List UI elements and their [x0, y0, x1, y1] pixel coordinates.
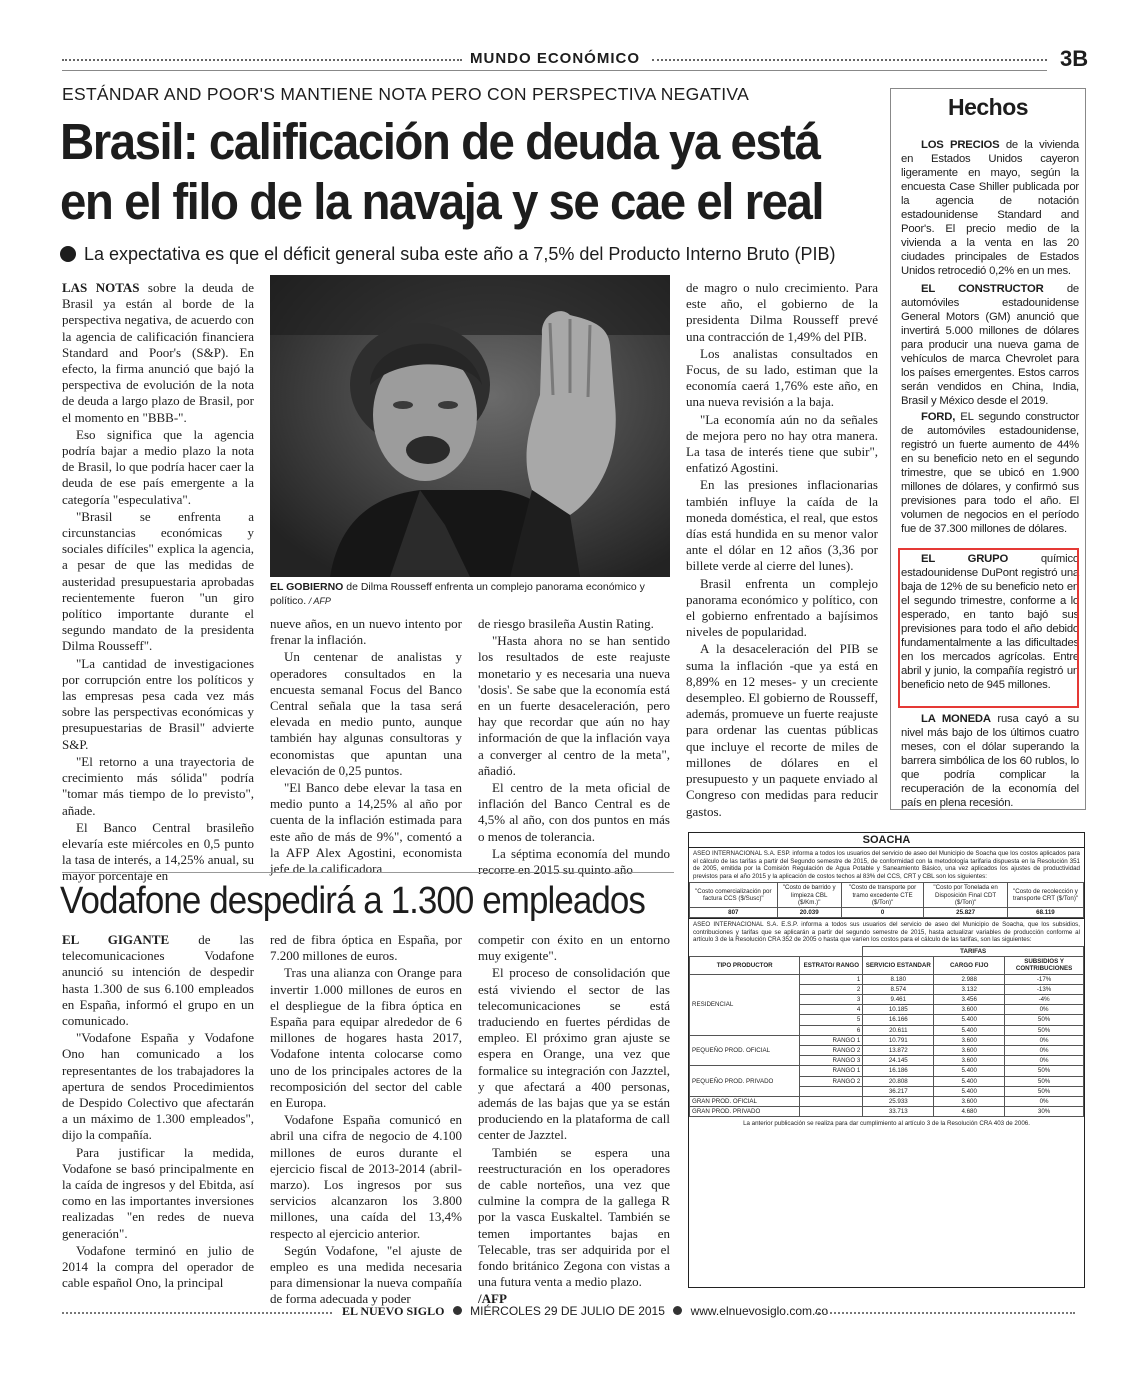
tarifa-cell: 3.132 — [934, 984, 1005, 994]
paragraph: "El retorno a una trayectoria de crecimiento más sólida" podría "tomar más tiempo de lo previsto", añade. — [62, 753, 254, 818]
deck-text: La expectativa es que el déficit general suba este año a 7,5% del Producto Interno Bruto (PIB) — [84, 244, 836, 264]
paragraph: red de fibra óptica en España, por 7.200 millones de euros. — [270, 932, 462, 964]
photo-caption: EL GOBIERNO de Dilma Rousseff enfrenta un complejo panorama económico y político. / AFP — [270, 581, 645, 607]
tarifa-cell: 3.600 — [934, 1097, 1005, 1107]
footer-url[interactable]: www.elnuevosiglo.com.co — [690, 1304, 828, 1318]
paragraph: El Banco Central brasileño elevaría este miércoles en 0,5 punto la tasa de interés, a 14,25% anual, su mayor porcentaje en — [62, 819, 254, 884]
tarifa-row — [690, 974, 1084, 984]
tarifa-cell: 20.611 — [863, 1025, 934, 1035]
lead-in: LAS NOTAS — [62, 280, 140, 295]
paragraph: nueve años, en un nuevo intento por frenar la inflación. — [270, 616, 462, 648]
tarifa-cell: 2.988 — [934, 974, 1005, 984]
sidebar-item-2: EL CONSTRUCTOR de automóviles estadounidense General Motors (GM) anunció que invertirá 5.000 millones de dólares para producir una nueva gama de vehículos de marca Chevrolet para los países emergentes. Estos carros serán vendidos en China, India, Brasil y México desde el 2019. — [901, 283, 1079, 407]
story-column-4 — [686, 280, 878, 821]
vodafone-column-1 — [62, 932, 254, 1292]
tarifa-cell: 24.145 — [863, 1056, 934, 1066]
tarifa-cell: 9.461 — [863, 994, 934, 1004]
footer-brand: EL NUEVO SIGLO — [342, 1304, 445, 1318]
tarifa-cell: RANGO 2 — [800, 1076, 863, 1086]
paragraph: La séptima economía del mundo recorre en 2015 su quinto año — [478, 845, 670, 878]
story-deck — [60, 244, 835, 265]
tarifa-cell: 1 — [800, 974, 863, 984]
sidebar-title: Hechos — [947, 94, 1029, 120]
tarifa-cell: RANGO 1 — [800, 1035, 863, 1045]
tarifa-cell: 16.166 — [863, 1015, 934, 1025]
paragraph: A la desaceleración del PIB se suma la inflación -que ya está en 8,89% en 12 meses- y un creciente desempleo. El gobierno de Rousseff, además, promueve un fuerte reajuste para ordenar las cuentas públicas que incluye el recorte de miles de millones de dólares en el presupuesto y un paquete enviado al Congreso con medidas para reducir gastos. — [686, 641, 878, 819]
tarifa-cell: 50% — [1005, 1076, 1084, 1086]
tarifas-header-row: TIPO PRODUCTOR ESTRATO/ RANGO SERVICIO ESTANDAR CARGO FIJO SUBSIDIOS Y CONTRIBUCIONES — [690, 957, 1084, 974]
tarifa-cell: RANGO 1 — [800, 1066, 863, 1076]
soacha-intro-1: ASEO INTERNACIONAL S.A. ESP. informa a todos los usuarios del servicio de aseo del Municipio de Soacha que los costos aplicados para el cálculo de las tarifas a partir del Segundo semestre de 2015, de conformidad con la metodología tarifaria dispuesta en la Resolución 351 de 2005, emitida por la Comisión Regulación de Agua Potable y Saneamiento Básico, una vez aplicados los ajustes de productividad previstos para el año 2015 y la aplicación de costos techos al 83% del CCS, CRT y CBL son los siguientes: — [693, 850, 1080, 880]
footer-date: MIÉRCOLES 29 DE JULIO DE 2015 — [470, 1304, 665, 1318]
tarifa-cell: 5.400 — [934, 1066, 1005, 1076]
header-divider — [62, 70, 1047, 71]
costs-value-row: 807 20.039 0 25.827 68.119 — [690, 907, 1084, 917]
paragraph: Vodafone España comunicó en abril una cifra de negocio de 4.100 millones de euros durante el ejercicio fiscal de 2013-2014 (abril-marzo). Los ingresos por sus servicios alcanzaron los 3.800 millones, una caída del 13,4% respecto al ejercicio anterior. — [270, 1112, 462, 1241]
dilma-rousseff-photo-icon — [270, 275, 670, 577]
tarifa-row — [690, 1066, 1084, 1076]
sidebar-item-3: FORD, EL segundo constructor de automóviles estadounidense, registró un fuerte aumento de 44% en su beneficio neto en el segundo trimestre, que se ubicó en 1.900 millones de dólares, y confirmó sus previsiones para todo el año. El volumen de negocios en el período fue de 37.300 millones de dólares. — [901, 411, 1079, 535]
footer-rule-left — [62, 1312, 332, 1314]
tarifa-cell: 0% — [1005, 1097, 1084, 1107]
tarifa-cell: 0% — [1005, 1056, 1084, 1066]
tarifa-cell: 8.574 — [863, 984, 934, 994]
paragraph: "Hasta ahora no se han sentido los resultados de este reajuste monetario y es necesaria una nueva 'dosis'. Se sabe que la economía está en un fuerte desaceleración, pero hay que recordar que aún no hay información de que la inflación vaya a converger al centro de la meta", añadió. — [478, 633, 670, 778]
story-photo — [270, 275, 670, 577]
story-column-1 — [62, 280, 254, 886]
tarifa-cell: 50% — [1005, 1086, 1084, 1096]
tarifa-cell: 13.872 — [863, 1046, 934, 1056]
paragraph: El proceso de consolidación que está viviendo el sector de las telecomunicaciones se está traduciendo en fuertes pérdidas de empleo. El próximo gran ajuste se espera en Orange, una vez que formalice su integración con Jazztel, y que afectará a 400 personas, además de las bajas que ya se están produciendo en la plataforma de call center de Jazztel. — [478, 965, 670, 1143]
tarifa-cell: 3.600 — [934, 1005, 1005, 1015]
paragraph: También se espera una reestructuración en los operadores de cable norteños, una vez que culmine la compra de la gallega R por la vasca Euskaltel. También se temen importantes bajas en Telecable, tras ser adquirida por el fondo británico Zegona con vistas a una futura venta a medio plazo. — [478, 1144, 670, 1290]
tarifa-row — [690, 1035, 1084, 1045]
afp-credit: /AFP — [478, 1291, 507, 1307]
tarifa-cell: 3.600 — [934, 1046, 1005, 1056]
vodafone-column-2 — [270, 932, 462, 1309]
tarifa-cell: 0% — [1005, 1046, 1084, 1056]
tarifa-cell: 50% — [1005, 1066, 1084, 1076]
tipo-productor-cell: PEQUEÑO PROD. OFICIAL — [690, 1035, 800, 1066]
tarifas-table — [689, 946, 1084, 1117]
vodafone-column-3 — [478, 932, 670, 1309]
tarifa-cell: 5.400 — [934, 1015, 1005, 1025]
tarifa-row — [690, 1107, 1084, 1117]
tarifa-cell: 5.400 — [934, 1025, 1005, 1035]
section-name: MUNDO ECONÓMICO — [470, 50, 640, 67]
paragraph: EL GIGANTE de las telecomunicaciones Vodafone anunció su intención de despedir hasta 1.300 de sus 6.100 empleados en España, informó el grupo en un comunicado. — [62, 932, 254, 1029]
tarifa-cell: 10.791 — [863, 1035, 934, 1045]
paragraph: El centro de la meta oficial de inflación del Banco Central es de 4,5% al año, con dos puntos en más o menos de tolerancia. — [478, 780, 670, 844]
tarifa-cell — [800, 1107, 863, 1117]
tarifa-cell: RANGO 3 — [800, 1056, 863, 1066]
soacha-notice — [688, 832, 1085, 1288]
soacha-footnote: La anterior publicación se realiza para dar cumplimiento al artículo 3 de la Resolución CRA 403 de 2006. — [743, 1120, 1030, 1128]
headline-line-2: en el filo de la navaja y se cae el real — [60, 173, 824, 230]
footer-line — [342, 1304, 828, 1319]
tarifa-cell: -17% — [1005, 974, 1084, 984]
soacha-title: SOACHA — [689, 833, 1084, 848]
tarifa-cell: 10.185 — [863, 1005, 934, 1015]
tarifa-cell: 20.808 — [863, 1076, 934, 1086]
sidebar-item-5: LA MONEDA rusa cayó a su nivel más bajo de los últimos cuatro meses, con el dólar superando la barrera simbólica de los 60 rublos, lo que podría complicar la recuperación de la economía del país en plena recesión. — [901, 713, 1079, 809]
headline-line-1: Brasil: calificación de deuda ya está — [60, 113, 820, 170]
tarifa-cell: 25.933 — [863, 1097, 934, 1107]
tarifa-cell: 33.713 — [863, 1107, 934, 1117]
tarifa-cell: 16.186 — [863, 1066, 934, 1076]
paragraph: Eso significa que la agencia podría bajar a medio plazo la nota de Brasil, lo que podría hacer caer la deuda de ese país emergente a la categoría "especulativa". — [62, 426, 254, 507]
tarifa-cell: RANGO 2 — [800, 1046, 863, 1056]
footer-bullet-icon — [453, 1306, 462, 1315]
vodafone-headline: Vodafone despedirá a 1.300 empleados — [60, 880, 646, 922]
story-headline — [60, 112, 832, 232]
tarifa-cell: 5.400 — [934, 1076, 1005, 1086]
tarifa-cell: 0% — [1005, 1035, 1084, 1045]
page-footer — [0, 1300, 1145, 1326]
tipo-productor-cell: PEQUEÑO PROD. PRIVADO — [690, 1066, 800, 1097]
paragraph: En las presiones inflacionarias también influye la caída de la moneda doméstica, el real, que estos días está hundida en su menor valor ante el dólar en 12 años (3,36 por billete verde al cierre del lunes). — [686, 477, 878, 574]
costs-table — [689, 882, 1084, 918]
paragraph: Según Vodafone, "el ajuste de empleo es una medida necesaria para dimensionar la nueva compañía de forma adecuada y poder — [270, 1242, 462, 1307]
tarifa-cell: -4% — [1005, 994, 1084, 1004]
tarifa-cell: 3.456 — [934, 994, 1005, 1004]
tarifa-cell: 3 — [800, 994, 863, 1004]
tarifa-cell: 5.400 — [934, 1086, 1005, 1096]
tarifa-cell: 0% — [1005, 1005, 1084, 1015]
tarifas-group-row — [690, 946, 1084, 956]
tarifa-cell: 30% — [1005, 1107, 1084, 1117]
sidebar-item-1: LOS PRECIOS de la vivienda en Estados Unidos cayeron ligeramente en mayo, según la encuesta Case Shiller publicada por la agencia de notación estadounidense Standard and Poor's. El precio medio de la vivienda a la venta en las 20 ciudades principales de Estados Unidos retrocedió 0,2% en un mes. — [901, 139, 1079, 277]
tarifa-cell: 4 — [800, 1005, 863, 1015]
story-kicker: ESTÁNDAR AND POOR'S MANTIENE NOTA PERO CON PERSPECTIVA NEGATIVA — [62, 84, 750, 104]
footer-rule-right — [815, 1312, 1075, 1314]
header-rule-right — [652, 59, 1047, 61]
tarifa-cell — [800, 1097, 863, 1107]
paragraph: competir con éxito en un entorno muy exigente". — [478, 932, 670, 964]
page-number: 3B — [1060, 46, 1089, 71]
footer-bullet-icon — [673, 1306, 682, 1315]
tarifa-cell: 3.600 — [934, 1035, 1005, 1045]
costs-header-row: "Costo comercialización por factura CCS ($/Susc)" "Costo de barrido y limpieza CBL ($/Km.)" "Costo de transporte por tramo excedente CTE ($/Ton)" "Costo por Tonelada en Disposición Final CDT ($/Ton)" "Costo de recolección y transporte CRT ($/Ton)" — [690, 883, 1084, 908]
tarifa-cell: 8.180 — [863, 974, 934, 984]
paragraph: "La economía aún no da señales de mejora pero no hay otra manera. La tasa de interés tiene que subir", enfatizó Agostini. — [686, 411, 878, 476]
paragraph: Brasil enfrenta un complejo panorama económico y político, con el gobierno enfrentado a bajísimos niveles de popularidad. — [686, 575, 878, 640]
paragraph: Los analistas consultados en Focus, de su lado, estiman que la economía caerá 1,76% este año, en una nueva revisión a la baja. — [686, 345, 878, 410]
tarifa-row — [690, 1097, 1084, 1107]
tarifa-cell: 2 — [800, 984, 863, 994]
paragraph: Para justificar la medida, Vodafone se basó principalmente en la caída de ingresos y del Ebitda, así como en las importantes inversiones realizadas "en redes de nueva generación". — [62, 1144, 254, 1241]
tarifa-cell: 50% — [1005, 1025, 1084, 1035]
paragraph: "La cantidad de investigaciones por corrupción entre los políticos y las empresas pesa cada vez más sobre las perspectivas económicas y presupuestarias de Brasil" advierte S&P. — [62, 655, 254, 752]
paragraph: Vodafone terminó en julio de 2014 la compra del operador de cable español Ono, la principal — [62, 1242, 254, 1291]
tarifa-cell: 4.680 — [934, 1107, 1005, 1117]
paragraph: "Brasil se enfrenta a circunstancias económicas y sociales difíciles" explica la agencia, a pesar de que las medidas de austeridad presupuestaria aprobadas recientemente fueron "un giro político importante durante el segundo mandato de la presidenta Dilma Rousseff". — [62, 508, 254, 654]
paragraph: "El Banco debe elevar la tasa en medio punto a 14,25% al año por cuenta de la inflación estimada para este año de más de 9%", comentó a la AFP Alex Agostini, economista jefe de la calificadora — [270, 780, 462, 877]
tarifa-cell: 36.217 — [863, 1086, 934, 1096]
tarifa-cell: 6 — [800, 1025, 863, 1035]
story-column-3 — [478, 616, 670, 879]
paragraph: LAS NOTAS sobre la deuda de Brasil ya están al borde de la perspectiva negativa, de acuerdo con la agencia de calificación financiera Standard and Poor's (S&P). En efecto, la firma anunció que bajó la perspectiva de evolución de la nota de deuda a largo plazo de Brasil, por el momento en "BBB-". — [62, 280, 254, 425]
tipo-productor-cell: RESIDENCIAL — [690, 974, 800, 1035]
paragraph: "Vodafone España y Vodafone Ono han comunicado a los representantes de los trabajadores la apertura de sendos Procedimientos de Despido Colectivo que afectarán a un máximo de 1.300 empleados", dijo la compañía. — [62, 1030, 254, 1143]
highlight-box — [898, 548, 1079, 708]
paragraph: Tras una alianza con Orange para invertir 1.000 millones de euros en el despliegue de la fibra óptica en España para equipar alrededor de 6 millones de hogares hasta 2017, Vodafone intenta colocarse como uno de los principales actores de la recomposición del sector del cable en Europa. — [270, 965, 462, 1111]
paragraph: Un centenar de analistas y operadores consultados en la encuesta semanal Focus del Banco Central señala que la tasa será elevada en medio punto, aunque también hay algunas consultoras y economistas que apuntan una elevación de 0,25 puntos. — [270, 649, 462, 778]
tipo-productor-cell: GRAN PROD. PRIVADO — [690, 1107, 800, 1117]
deck-bullet-icon — [60, 246, 76, 262]
vodafone-divider — [62, 872, 674, 873]
tarifas-label: TARIFAS — [863, 946, 1084, 956]
tarifa-cell: 50% — [1005, 1015, 1084, 1025]
tarifa-cell: 5 — [800, 1015, 863, 1025]
paragraph: de magro o nulo crecimiento. Para este año, el gobierno de la presidenta Dilma Rousseff prevé una contracción de 1,49% del PIB. — [686, 280, 878, 344]
soacha-intro-2: ASEO INTERNACIONAL S.A. E.S.P. informa a todos sus usuarios del servicio de aseo del Municipio de Soacha, que los subsidios, contribuciones y tarifas que se aplicarán a partir del segundo semestre de 2015, hasta actualizar variables de producción conforme al artículo 3 de la Resolución CRA 352 de 2005 o hasta que varíen los costos para el cálculo de las tarifas, son las siguientes: — [689, 918, 1084, 946]
tarifa-cell — [800, 1086, 863, 1096]
sidebar-item-4: EL GRUPO químico estadounidense DuPont registró una baja de 12% de su beneficio neto en el segundo trimestre, conforme a lo esperado, en tanto bajó sus previsiones para todo el año debido fundamentalmente a las dificultades en los mercados agrícolas. Entre abril y junio, la compañía registró un beneficio neto de 945 millones. — [901, 553, 1079, 691]
tarifa-cell: -13% — [1005, 984, 1084, 994]
header-rule-left — [62, 59, 462, 61]
story-column-2 — [270, 616, 462, 878]
tipo-productor-cell: GRAN PROD. OFICIAL — [690, 1097, 800, 1107]
paragraph: de riesgo brasileña Austin Rating. — [478, 616, 654, 631]
tarifa-cell: 3.600 — [934, 1056, 1005, 1066]
